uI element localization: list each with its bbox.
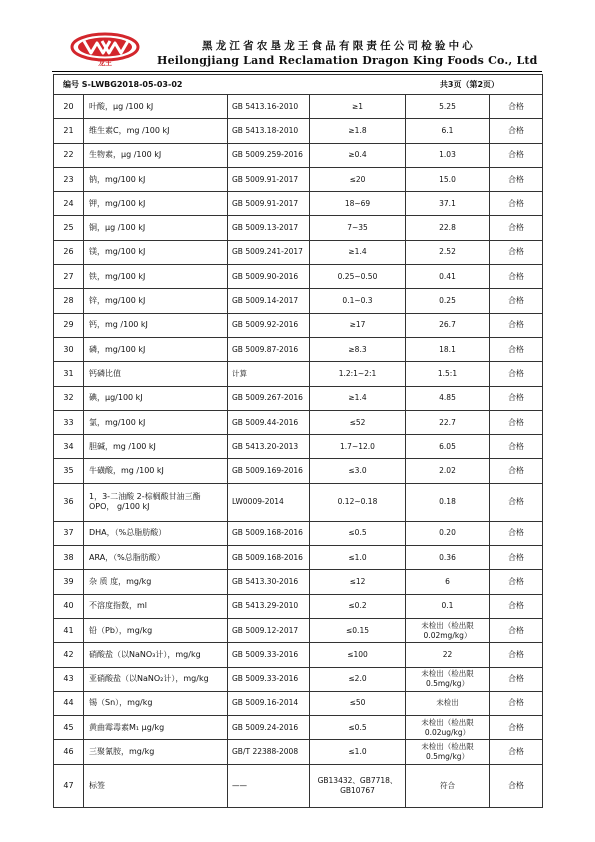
conclusion: 合格 bbox=[490, 667, 543, 691]
test-item: 生物素，μg /100 kJ bbox=[84, 143, 228, 167]
standard-requirement: ≤0.2 bbox=[310, 594, 406, 618]
item-number: 47 bbox=[54, 764, 84, 807]
conclusion: 合格 bbox=[490, 386, 543, 410]
conclusion: 合格 bbox=[490, 483, 543, 521]
item-number: 35 bbox=[54, 459, 84, 483]
item-number: 29 bbox=[54, 313, 84, 337]
test-item: 锡（Sn），mg/kg bbox=[84, 691, 228, 715]
test-result: 未检出（检出限 0.5mg/kg） bbox=[406, 667, 490, 691]
test-standard: GB 5009.267-2016 bbox=[228, 386, 310, 410]
table-row bbox=[54, 216, 543, 240]
test-item: 镁，mg/100 kJ bbox=[84, 240, 228, 264]
test-standard: GB 5009.168-2016 bbox=[228, 546, 310, 570]
standard-requirement: ≤12 bbox=[310, 570, 406, 594]
item-number: 38 bbox=[54, 546, 84, 570]
conclusion: 合格 bbox=[490, 618, 543, 642]
header-rule bbox=[52, 71, 542, 72]
test-standard: GB 5009.168-2016 bbox=[228, 521, 310, 545]
company-name-en: Heilongjiang Land Reclamation Dragon King Foods Co., Ltd bbox=[157, 54, 538, 67]
test-result: 2.02 bbox=[406, 459, 490, 483]
item-number: 39 bbox=[54, 570, 84, 594]
conclusion: 合格 bbox=[490, 265, 543, 289]
conclusion: 合格 bbox=[490, 410, 543, 434]
standard-requirement: ≤0.5 bbox=[310, 716, 406, 740]
table-row bbox=[54, 740, 543, 764]
item-number: 44 bbox=[54, 691, 84, 715]
test-standard: GB 5413.20-2013 bbox=[228, 435, 310, 459]
test-item: 碘，μg/100 kJ bbox=[84, 386, 228, 410]
standard-requirement: 0.12~0.18 bbox=[310, 483, 406, 521]
item-number: 23 bbox=[54, 167, 84, 191]
test-standard: GB 5009.24-2016 bbox=[228, 716, 310, 740]
table-row bbox=[54, 313, 543, 337]
item-number: 27 bbox=[54, 265, 84, 289]
test-result: 0.36 bbox=[406, 546, 490, 570]
test-standard: GB 5009.241-2017 bbox=[228, 240, 310, 264]
item-number: 41 bbox=[54, 618, 84, 642]
standard-requirement: ≤0.15 bbox=[310, 618, 406, 642]
conclusion: 合格 bbox=[490, 546, 543, 570]
test-standard: 计算 bbox=[228, 362, 310, 386]
item-number: 40 bbox=[54, 594, 84, 618]
standard-requirement: ≤52 bbox=[310, 410, 406, 434]
standard-requirement: 7~35 bbox=[310, 216, 406, 240]
conclusion: 合格 bbox=[490, 337, 543, 361]
table-row bbox=[54, 143, 543, 167]
table-row bbox=[54, 167, 543, 191]
item-number: 30 bbox=[54, 337, 84, 361]
test-result: 15.0 bbox=[406, 167, 490, 191]
conclusion: 合格 bbox=[490, 691, 543, 715]
test-item: 1，3-二油酸 2-棕榈酸甘油三酯 OPO， g/100 kJ bbox=[84, 483, 228, 521]
conclusion: 合格 bbox=[490, 764, 543, 807]
test-standard: GB 5413.30-2016 bbox=[228, 570, 310, 594]
test-result: 未检出（检出限 0.5mg/kg） bbox=[406, 740, 490, 764]
standard-requirement: 0.1~0.3 bbox=[310, 289, 406, 313]
report-number: 编号 S-LWBG2018-05-03-02 bbox=[63, 79, 183, 89]
test-standard: GB 5009.92-2016 bbox=[228, 313, 310, 337]
table-row bbox=[54, 764, 543, 807]
table-row bbox=[54, 716, 543, 740]
item-number: 22 bbox=[54, 143, 84, 167]
table-row bbox=[54, 362, 543, 386]
report-header bbox=[52, 30, 542, 70]
conclusion: 合格 bbox=[490, 740, 543, 764]
test-item: 硝酸盐（以NaNO₃计），mg/kg bbox=[84, 643, 228, 667]
standard-requirement: ≤20 bbox=[310, 167, 406, 191]
table-row bbox=[54, 95, 543, 119]
standard-requirement: ≤0.5 bbox=[310, 521, 406, 545]
item-number: 31 bbox=[54, 362, 84, 386]
item-number: 33 bbox=[54, 410, 84, 434]
test-item: 维生素C，mg /100 kJ bbox=[84, 119, 228, 143]
table-row bbox=[54, 483, 543, 521]
company-logo bbox=[70, 32, 140, 66]
standard-requirement: ≥1 bbox=[310, 95, 406, 119]
test-result: 2.52 bbox=[406, 240, 490, 264]
test-standard: GB 5009.44-2016 bbox=[228, 410, 310, 434]
test-item: 氯，mg/100 kJ bbox=[84, 410, 228, 434]
test-standard: GB 5413.29-2010 bbox=[228, 594, 310, 618]
test-standard: GB 5009.90-2016 bbox=[228, 265, 310, 289]
test-standard: GB 5009.91-2017 bbox=[228, 167, 310, 191]
item-number: 34 bbox=[54, 435, 84, 459]
standard-requirement: ≥0.4 bbox=[310, 143, 406, 167]
test-result: 0.18 bbox=[406, 483, 490, 521]
conclusion: 合格 bbox=[490, 167, 543, 191]
table-row bbox=[54, 691, 543, 715]
test-item: 铜，μg /100 kJ bbox=[84, 216, 228, 240]
item-number: 46 bbox=[54, 740, 84, 764]
logo-text: 龙王 bbox=[98, 59, 112, 66]
test-result: 0.25 bbox=[406, 289, 490, 313]
test-item: 磷，mg/100 kJ bbox=[84, 337, 228, 361]
item-number: 28 bbox=[54, 289, 84, 313]
report-info-cell bbox=[54, 75, 543, 95]
conclusion: 合格 bbox=[490, 362, 543, 386]
page-indicator: 共3页（第2页） bbox=[439, 79, 500, 89]
item-number: 26 bbox=[54, 240, 84, 264]
table-row bbox=[54, 289, 543, 313]
report-info-row bbox=[54, 75, 543, 95]
test-standard: GB 5009.91-2017 bbox=[228, 192, 310, 216]
test-standard: GB 5009.87-2016 bbox=[228, 337, 310, 361]
item-number: 20 bbox=[54, 95, 84, 119]
standard-requirement: ≤100 bbox=[310, 643, 406, 667]
test-result: 18.1 bbox=[406, 337, 490, 361]
item-number: 25 bbox=[54, 216, 84, 240]
test-standard: GB 5009.33-2016 bbox=[228, 667, 310, 691]
standard-requirement: ≤3.0 bbox=[310, 459, 406, 483]
test-result: 0.1 bbox=[406, 594, 490, 618]
item-number: 24 bbox=[54, 192, 84, 216]
test-result: 26.7 bbox=[406, 313, 490, 337]
conclusion: 合格 bbox=[490, 459, 543, 483]
conclusion: 合格 bbox=[490, 143, 543, 167]
test-results-table bbox=[53, 74, 543, 808]
table-row bbox=[54, 618, 543, 642]
table-row bbox=[54, 594, 543, 618]
test-item: 三聚氰胺，mg/kg bbox=[84, 740, 228, 764]
item-number: 42 bbox=[54, 643, 84, 667]
test-item: DHA，（%总脂肪酸） bbox=[84, 521, 228, 545]
test-standard: GB 5413.16-2010 bbox=[228, 95, 310, 119]
test-item: 亚硝酸盐（以NaNO₂计），mg/kg bbox=[84, 667, 228, 691]
conclusion: 合格 bbox=[490, 570, 543, 594]
standard-requirement: ≥1.4 bbox=[310, 386, 406, 410]
test-result: 37.1 bbox=[406, 192, 490, 216]
company-name-cn: 黑龙江省农垦龙王食品有限责任公司检验中心 bbox=[202, 40, 476, 52]
conclusion: 合格 bbox=[490, 119, 543, 143]
standard-requirement: 18~69 bbox=[310, 192, 406, 216]
table-row bbox=[54, 410, 543, 434]
test-standard: GB 5413.18-2010 bbox=[228, 119, 310, 143]
test-item: 叶酸，μg /100 kJ bbox=[84, 95, 228, 119]
conclusion: 合格 bbox=[490, 95, 543, 119]
table-row bbox=[54, 119, 543, 143]
conclusion: 合格 bbox=[490, 240, 543, 264]
test-result: 22.7 bbox=[406, 410, 490, 434]
standard-requirement: 1.7~12.0 bbox=[310, 435, 406, 459]
standard-requirement: ≤1.0 bbox=[310, 546, 406, 570]
test-result: 0.41 bbox=[406, 265, 490, 289]
conclusion: 合格 bbox=[490, 313, 543, 337]
table-row bbox=[54, 521, 543, 545]
test-item: 黄曲霉毒素M₁ μg/kg bbox=[84, 716, 228, 740]
table-row bbox=[54, 570, 543, 594]
table-row bbox=[54, 192, 543, 216]
test-standard: GB 5009.259-2016 bbox=[228, 143, 310, 167]
standard-requirement: ≤1.0 bbox=[310, 740, 406, 764]
conclusion: 合格 bbox=[490, 643, 543, 667]
test-result: 5.25 bbox=[406, 95, 490, 119]
table-row bbox=[54, 546, 543, 570]
table-row bbox=[54, 459, 543, 483]
test-result: 22.8 bbox=[406, 216, 490, 240]
test-result: 6.1 bbox=[406, 119, 490, 143]
test-standard: GB 5009.12-2017 bbox=[228, 618, 310, 642]
test-item: 锌，mg/100 kJ bbox=[84, 289, 228, 313]
test-standard: —— bbox=[228, 764, 310, 807]
table-row bbox=[54, 667, 543, 691]
standard-requirement: 0.25~0.50 bbox=[310, 265, 406, 289]
item-number: 45 bbox=[54, 716, 84, 740]
conclusion: 合格 bbox=[490, 594, 543, 618]
test-item: ARA，（%总脂肪酸） bbox=[84, 546, 228, 570]
standard-requirement: GB13432、GB7718、 GB10767 bbox=[310, 764, 406, 807]
test-item: 牛磺酸，mg /100 kJ bbox=[84, 459, 228, 483]
standard-requirement: ≤2.0 bbox=[310, 667, 406, 691]
test-item: 钠，mg/100 kJ bbox=[84, 167, 228, 191]
conclusion: 合格 bbox=[490, 289, 543, 313]
test-standard: GB 5009.14-2017 bbox=[228, 289, 310, 313]
item-number: 21 bbox=[54, 119, 84, 143]
test-result: 6.05 bbox=[406, 435, 490, 459]
test-item: 钙，mg /100 kJ bbox=[84, 313, 228, 337]
conclusion: 合格 bbox=[490, 216, 543, 240]
test-result: 4.85 bbox=[406, 386, 490, 410]
test-standard: LW0009-2014 bbox=[228, 483, 310, 521]
test-standard: GB/T 22388-2008 bbox=[228, 740, 310, 764]
item-number: 43 bbox=[54, 667, 84, 691]
test-item: 钙磷比值 bbox=[84, 362, 228, 386]
standard-requirement: 1.2:1~2:1 bbox=[310, 362, 406, 386]
item-number: 37 bbox=[54, 521, 84, 545]
test-item: 胆碱，mg /100 kJ bbox=[84, 435, 228, 459]
conclusion: 合格 bbox=[490, 435, 543, 459]
table-row bbox=[54, 240, 543, 264]
test-result: 22 bbox=[406, 643, 490, 667]
conclusion: 合格 bbox=[490, 521, 543, 545]
test-standard: GB 5009.13-2017 bbox=[228, 216, 310, 240]
standard-requirement: ≥17 bbox=[310, 313, 406, 337]
test-result: 未检出（检出限 0.02ug/kg） bbox=[406, 716, 490, 740]
test-result: 1.5:1 bbox=[406, 362, 490, 386]
standard-requirement: ≤50 bbox=[310, 691, 406, 715]
standard-requirement: ≥1.4 bbox=[310, 240, 406, 264]
table-row bbox=[54, 435, 543, 459]
test-item: 杂 质 度，mg/kg bbox=[84, 570, 228, 594]
table-row bbox=[54, 643, 543, 667]
test-item: 铁，mg/100 kJ bbox=[84, 265, 228, 289]
test-standard: GB 5009.33-2016 bbox=[228, 643, 310, 667]
conclusion: 合格 bbox=[490, 192, 543, 216]
test-result: 6 bbox=[406, 570, 490, 594]
test-item: 不溶度指数，ml bbox=[84, 594, 228, 618]
standard-requirement: ≥8.3 bbox=[310, 337, 406, 361]
test-result: 未检出 bbox=[406, 691, 490, 715]
item-number: 36 bbox=[54, 483, 84, 521]
test-result: 未检出（检出限 0.02mg/kg） bbox=[406, 618, 490, 642]
table-row bbox=[54, 386, 543, 410]
test-item: 铅（Pb），mg/kg bbox=[84, 618, 228, 642]
test-result: 1.03 bbox=[406, 143, 490, 167]
standard-requirement: ≥1.8 bbox=[310, 119, 406, 143]
table-row bbox=[54, 337, 543, 361]
test-item: 钾，mg/100 kJ bbox=[84, 192, 228, 216]
test-standard: GB 5009.169-2016 bbox=[228, 459, 310, 483]
test-result: 0.20 bbox=[406, 521, 490, 545]
test-standard: GB 5009.16-2014 bbox=[228, 691, 310, 715]
test-result: 符合 bbox=[406, 764, 490, 807]
table-row bbox=[54, 265, 543, 289]
item-number: 32 bbox=[54, 386, 84, 410]
conclusion: 合格 bbox=[490, 716, 543, 740]
test-item: 标签 bbox=[84, 764, 228, 807]
